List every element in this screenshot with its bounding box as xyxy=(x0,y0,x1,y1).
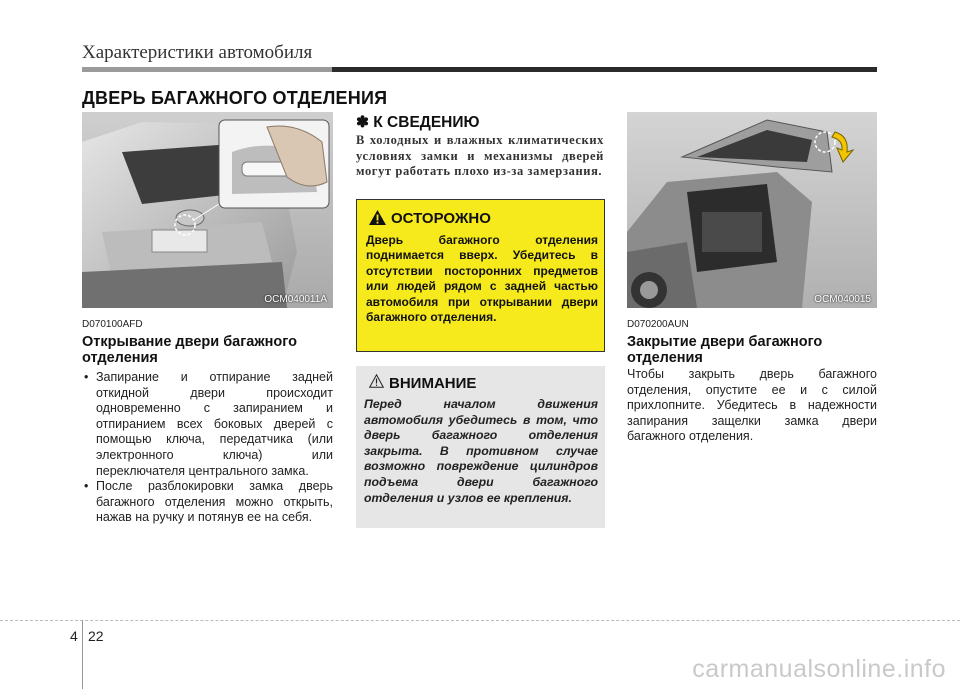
warning-text: Дверь багажного отделения поднимается вверх. Убедитесь в отсутствии посторонних предметов или людей рядом с задней частью автомобиля при открывании двери багажного отделения. xyxy=(366,233,598,325)
image-code: OCM040011A xyxy=(264,294,327,305)
page-header-title: Характеристики автомобиля xyxy=(82,42,313,63)
footer-rule xyxy=(0,620,960,621)
tailgate-open-photo xyxy=(627,112,877,308)
footer-divider xyxy=(82,620,83,689)
body-text: Чтобы закрыть дверь багажного отделения, опустите ее и с силой прихлопните. Убедитесь в надежности запирания защелки замка двери багажного отделения. xyxy=(627,367,877,444)
bullet-list xyxy=(82,370,333,526)
tailgate-handle-photo xyxy=(82,112,333,308)
warning-triangle-icon xyxy=(369,210,386,225)
subsection-heading: Закрытие двери багажного отделения xyxy=(627,334,823,366)
info-text: В холодных и влажных климатических условиях замки и механизмы дверей могут работать плохо из-за замерзания. xyxy=(356,133,604,179)
car-open-trunk-illustration xyxy=(627,112,877,308)
image-code: OCM040015 xyxy=(814,294,871,305)
section-title: ДВЕРЬ БАГАЖНОГО ОТДЕЛЕНИЯ xyxy=(82,88,388,108)
subsection-heading: Открывание двери багажного отделения xyxy=(82,334,297,366)
bullet-item: • Запирание и отпирание задней откидной двери происходит одновременно с запиранием и отпиранием всех боковых дверей с помощью ключа, передатчика (или электронного ключа) или переключателя центрального замка. xyxy=(82,370,333,479)
doc-code: D070200AUN xyxy=(627,319,689,330)
car-rear-illustration xyxy=(82,112,333,308)
page-number: 22 xyxy=(88,628,104,644)
info-heading: ✽ К СВЕДЕНИЮ xyxy=(356,114,480,131)
caution-box xyxy=(356,366,605,528)
warning-heading: ОСТОРОЖНО xyxy=(391,210,491,227)
doc-code: D070100AFD xyxy=(82,319,143,330)
warning-box xyxy=(356,199,605,352)
bullet-item: • После разблокировки замка дверь багажного отделения можно открыть, нажав на ручку и потянув ее на себя. xyxy=(82,479,333,526)
caution-triangle-icon xyxy=(369,374,384,388)
header-rule xyxy=(82,67,877,72)
watermark: carmanualsonline.info xyxy=(692,655,946,683)
chapter-number: 4 xyxy=(70,628,78,644)
caution-heading: ВНИМАНИЕ xyxy=(389,375,477,392)
caution-text: Перед началом движения автомобиля убедитесь в том, что дверь багажного отделения закрыта. В противном случае возможно повреждение цилиндров подъема двери багажного отделения и узлов ее крепления. xyxy=(364,397,598,505)
